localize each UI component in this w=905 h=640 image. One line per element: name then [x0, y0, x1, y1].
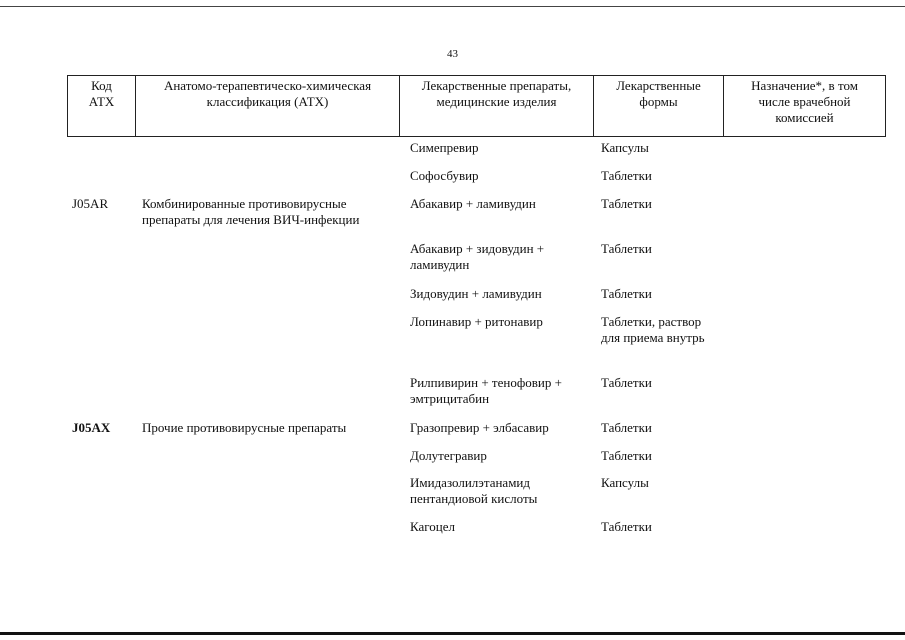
- drug-name: Кагоцел: [410, 519, 455, 534]
- dosage-form: Таблетки: [601, 375, 652, 390]
- drug-name: Гразопревир + элбасавир: [410, 420, 549, 435]
- dosage-form: Капсулы: [601, 475, 649, 490]
- dosage-form: Таблетки: [601, 519, 652, 534]
- drug-name: Софосбувир: [410, 168, 479, 183]
- dosage-form: Таблетки, раствор для приема внутрь: [601, 314, 705, 345]
- atc-class-name: Прочие противовирусные препараты: [142, 420, 347, 435]
- drug-name: Абакавир + зидовудин + ламивудин: [410, 241, 545, 272]
- bottom-border-line: [0, 632, 905, 635]
- dosage-form: Таблетки: [601, 196, 652, 211]
- table-header: [67, 75, 886, 137]
- atc-class-name: Комбинированные противовирусные препараты для лечения ВИЧ-инфекции: [142, 196, 360, 227]
- dosage-form: Таблетки: [601, 448, 652, 463]
- dosage-form: Таблетки: [601, 286, 652, 301]
- dosage-form: Таблетки: [601, 420, 652, 435]
- atc-code: J05AX: [72, 420, 111, 435]
- header-purpose: Назначение*, в том числе врачебной комиссией: [724, 76, 886, 137]
- dosage-form: Таблетки: [601, 241, 652, 256]
- dosage-form: Капсулы: [601, 140, 649, 155]
- atc-code: J05AR: [72, 196, 109, 211]
- drug-name: Абакавир + ламивудин: [410, 196, 536, 211]
- dosage-form: Таблетки: [601, 168, 652, 183]
- header-atc-classification: Анатомо-терапевтическо-химическая классификация (АТХ): [136, 76, 400, 137]
- drug-name: Рилпивирин + тенофовир + эмтрицитабин: [410, 375, 562, 406]
- top-border-line: [0, 6, 905, 7]
- drug-name: Симепревир: [410, 140, 479, 155]
- page-number: 43: [447, 48, 458, 60]
- header-drugs: Лекарственные препараты, медицинские изделия: [400, 76, 594, 137]
- drug-name: Зидовудин + ламивудин: [410, 286, 542, 301]
- header-forms: Лекарственные формы: [594, 76, 724, 137]
- drug-name: Долутегравир: [410, 448, 487, 463]
- header-code: Код АТХ: [68, 76, 136, 137]
- drug-name: Лопинавир + ритонавир: [410, 314, 543, 329]
- drug-name: Имидазолилэтанамид пентандиовой кислоты: [410, 475, 538, 506]
